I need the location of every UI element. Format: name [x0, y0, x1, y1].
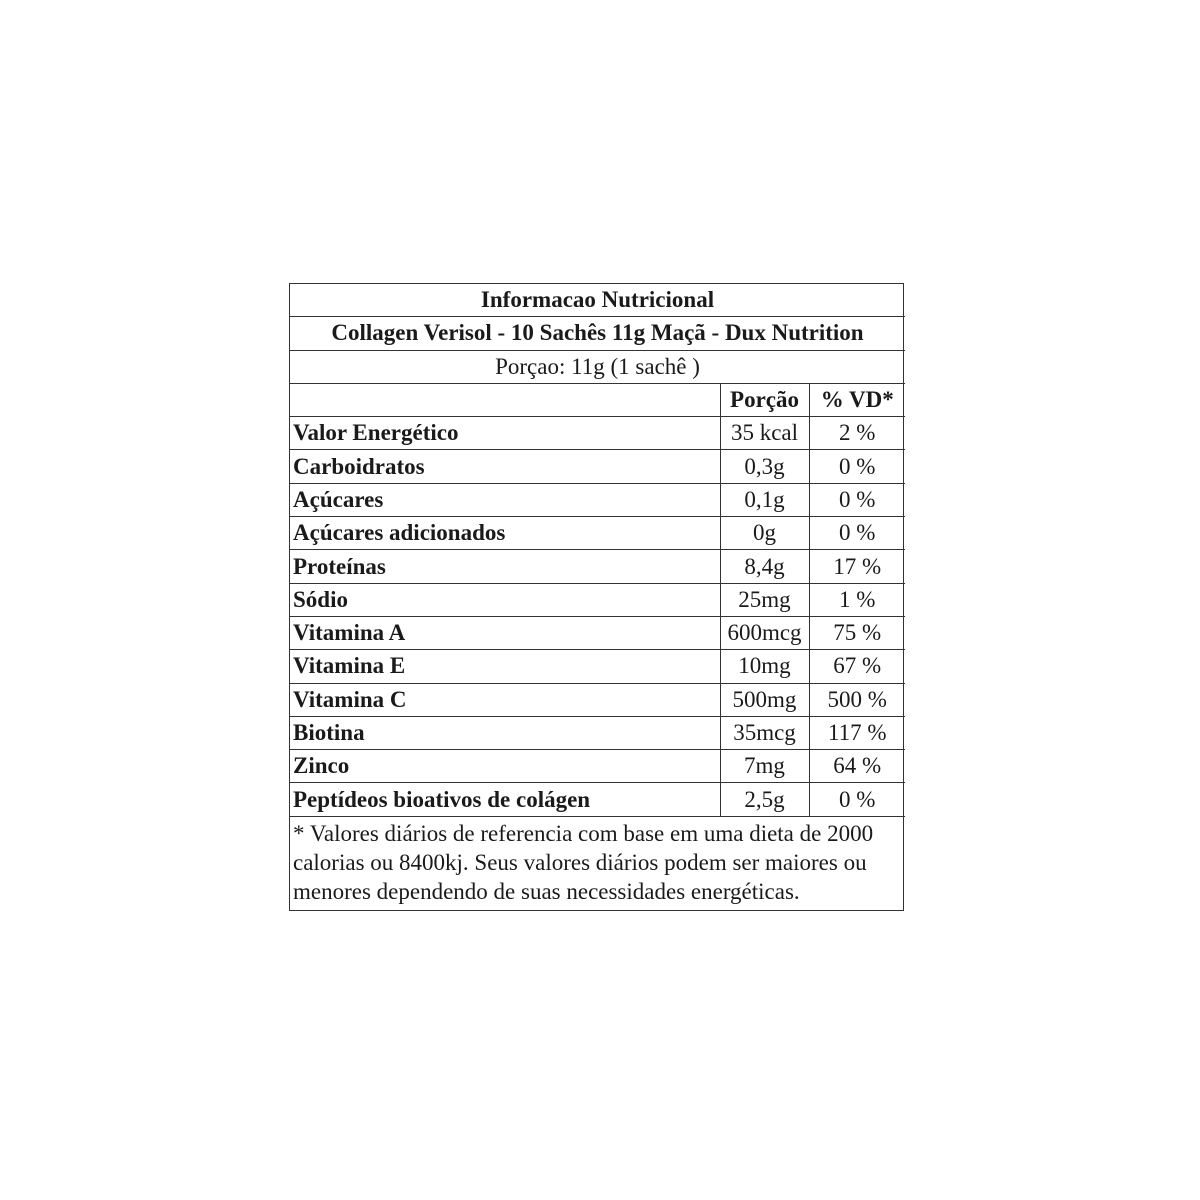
- product-row: [290, 317, 905, 350]
- nutrient-dv: 17 %: [809, 550, 905, 583]
- nutrient-dv: 500 %: [809, 683, 905, 716]
- nutrient-dv: 0 %: [809, 783, 905, 816]
- table-row: [290, 550, 905, 583]
- nutrient-name: Açúcares adicionados: [290, 517, 720, 550]
- table-row: [290, 483, 905, 516]
- table-row: [290, 583, 905, 616]
- footnote-row: [290, 816, 905, 910]
- nutrient-name: Vitamina A: [290, 616, 720, 649]
- header-empty-cell: [290, 383, 720, 416]
- nutrient-dv: 1 %: [809, 583, 905, 616]
- header-dv: % VD*: [809, 383, 905, 416]
- nutrient-name: Peptídeos bioativos de colágen: [290, 783, 720, 816]
- nutrient-name: Vitamina E: [290, 650, 720, 683]
- nutrient-amount: 25mg: [720, 583, 809, 616]
- label-title: Informacao Nutricional: [290, 284, 905, 317]
- nutrient-amount: 0g: [720, 517, 809, 550]
- nutrition-table: [290, 284, 905, 910]
- nutrient-name: Biotina: [290, 716, 720, 749]
- nutrient-name: Vitamina C: [290, 683, 720, 716]
- nutrient-name: Açúcares: [290, 483, 720, 516]
- nutrient-amount: 8,4g: [720, 550, 809, 583]
- nutrient-dv: 2 %: [809, 417, 905, 450]
- table-row: [290, 683, 905, 716]
- nutrient-amount: 600mcg: [720, 616, 809, 649]
- nutrient-dv: 64 %: [809, 750, 905, 783]
- header-row: [290, 383, 905, 416]
- table-row: [290, 417, 905, 450]
- nutrient-name: Zinco: [290, 750, 720, 783]
- nutrient-name: Proteínas: [290, 550, 720, 583]
- nutrient-dv: 67 %: [809, 650, 905, 683]
- table-row: [290, 750, 905, 783]
- nutrient-dv: 0 %: [809, 517, 905, 550]
- nutrient-dv: 0 %: [809, 483, 905, 516]
- nutrient-name: Valor Energético: [290, 417, 720, 450]
- product-name: Collagen Verisol - 10 Sachês 11g Maçã - Dux Nutrition: [290, 317, 905, 350]
- serving-row: [290, 350, 905, 383]
- nutrient-dv: 117 %: [809, 716, 905, 749]
- nutrient-dv: 75 %: [809, 616, 905, 649]
- nutrient-amount: 35mcg: [720, 716, 809, 749]
- title-row: [290, 284, 905, 317]
- nutrient-name: Carboidratos: [290, 450, 720, 483]
- table-row: [290, 616, 905, 649]
- nutrient-amount: 2,5g: [720, 783, 809, 816]
- nutrition-facts-label: [289, 283, 904, 911]
- header-portion: Porção: [720, 383, 809, 416]
- nutrient-amount: 35 kcal: [720, 417, 809, 450]
- table-row: [290, 517, 905, 550]
- table-row: [290, 783, 905, 816]
- footnote-text: * Valores diários de referencia com base em uma dieta de 2000 calorias ou 8400kj. Seus valores diários podem ser maiores ou menores dependendo de suas necessidades energéticas.: [290, 816, 905, 910]
- table-row: [290, 450, 905, 483]
- table-row: [290, 716, 905, 749]
- nutrient-dv: 0 %: [809, 450, 905, 483]
- table-row: [290, 650, 905, 683]
- serving-size: Porçao: 11g (1 sachê ): [290, 350, 905, 383]
- nutrient-name: Sódio: [290, 583, 720, 616]
- nutrient-amount: 0,1g: [720, 483, 809, 516]
- nutrient-amount: 10mg: [720, 650, 809, 683]
- nutrient-amount: 500mg: [720, 683, 809, 716]
- nutrient-amount: 7mg: [720, 750, 809, 783]
- nutrient-amount: 0,3g: [720, 450, 809, 483]
